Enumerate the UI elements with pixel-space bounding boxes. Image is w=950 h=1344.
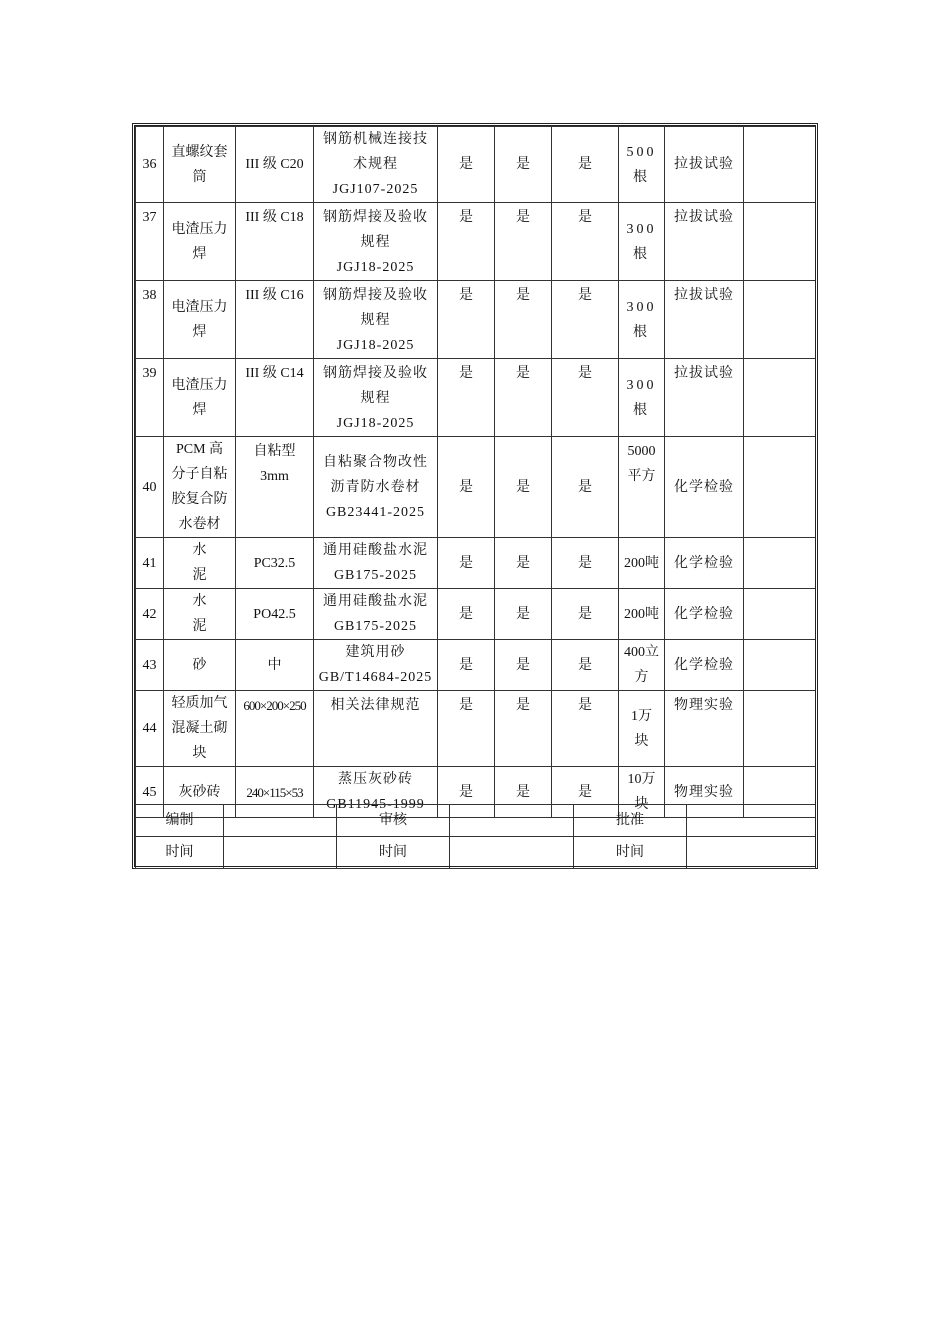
check-cell	[552, 640, 619, 691]
note-cell	[744, 281, 816, 359]
check-cell	[552, 127, 619, 203]
check-cell-line: 是	[459, 366, 473, 381]
material-name-line: 电渣压力	[171, 377, 228, 393]
table-row	[136, 127, 816, 203]
check-cell	[495, 589, 552, 640]
signature-row	[136, 805, 816, 837]
note-cell	[744, 437, 816, 538]
quantity-cell	[619, 127, 665, 203]
row-number-line: 41	[142, 555, 157, 571]
row-number-line: 39	[142, 366, 157, 381]
spec-cell-line: 自粘型	[253, 444, 296, 459]
material-name-line: 块	[192, 746, 207, 761]
test-method-cell-line: 拉拔试验	[674, 157, 734, 172]
time-value	[687, 837, 816, 869]
check-cell-line: 是	[578, 657, 592, 673]
table-row	[136, 640, 816, 691]
spec-cell-line: III 级 C18	[245, 210, 304, 225]
spec-cell-line: III 级 C16	[245, 288, 304, 303]
material-name-line: 水卷材	[178, 517, 221, 532]
check-cell	[552, 589, 619, 640]
standard-cell-line: GB/T14684-2025	[318, 670, 433, 685]
check-cell-line: 是	[459, 288, 473, 303]
check-cell	[438, 538, 495, 589]
material-name-line: 焊	[192, 324, 207, 340]
quantity-cell-line: 1万	[631, 708, 652, 724]
spec-cell	[236, 691, 314, 767]
check-cell-line: 是	[578, 784, 592, 800]
check-cell-line: 是	[516, 366, 530, 381]
test-method-cell-line: 拉拔试验	[674, 210, 734, 225]
check-cell-line: 是	[578, 288, 592, 303]
test-method-cell	[665, 359, 744, 437]
approve-label: 批准	[574, 805, 687, 837]
table-row	[136, 359, 816, 437]
material-test-table	[135, 126, 816, 818]
standard-cell-line: JGJ18-2025	[336, 260, 415, 275]
standard-cell	[314, 359, 438, 437]
check-cell	[438, 691, 495, 767]
check-cell-line: 是	[578, 555, 592, 571]
row-number-line: 42	[142, 606, 157, 622]
check-cell-line: 是	[516, 698, 530, 713]
check-cell	[438, 640, 495, 691]
row-number	[136, 127, 164, 203]
material-name-line: 胶复合防	[171, 492, 228, 507]
check-cell-line: 是	[516, 288, 530, 303]
quantity-cell	[619, 281, 665, 359]
check-cell	[495, 203, 552, 281]
row-number-line: 45	[142, 784, 157, 800]
review-label: 审核	[337, 805, 450, 837]
standard-cell-line: 自粘聚合物改性	[323, 454, 428, 470]
test-method-cell-line: 化学检验	[674, 657, 734, 673]
test-method-cell-line: 拉拔试验	[674, 288, 734, 303]
test-method-cell-line: 物理实验	[674, 784, 734, 800]
standard-cell-line: 钢筋焊接及验收	[323, 288, 428, 303]
row-number	[136, 437, 164, 538]
quantity-cell-line: 5000	[627, 444, 656, 459]
check-cell	[495, 127, 552, 203]
row-number-line: 44	[142, 721, 157, 736]
compile-label: 编制	[136, 805, 224, 837]
standard-cell-line: JGJ18-2025	[336, 416, 415, 431]
check-cell-line: 是	[459, 555, 473, 571]
compile-value	[224, 805, 337, 837]
quantity-cell-line: 300	[626, 221, 657, 237]
standard-cell-line: 钢筋焊接及验收	[323, 210, 428, 225]
spec-cell-line: 240×115×53	[246, 784, 303, 800]
time-value	[224, 837, 337, 869]
spec-cell-line: PO42.5	[253, 606, 296, 622]
material-name-line: 水 泥	[192, 594, 217, 634]
spec-cell	[236, 281, 314, 359]
standard-cell-line: 规程	[360, 313, 391, 328]
check-cell-line: 是	[516, 479, 530, 495]
check-cell	[438, 281, 495, 359]
note-cell	[744, 640, 816, 691]
check-cell	[438, 203, 495, 281]
quantity-cell-line: 200吨	[624, 606, 659, 622]
standard-cell-line: 术规程	[353, 157, 398, 172]
test-method-cell-line: 拉拔试验	[674, 366, 734, 381]
approve-value	[687, 805, 816, 837]
row-number	[136, 203, 164, 281]
standard-cell-line: 钢筋机械连接技	[323, 132, 428, 147]
test-method-cell-line: 化学检验	[674, 606, 734, 622]
quantity-cell-line: 根	[633, 246, 650, 262]
standard-cell-line: 规程	[360, 391, 391, 406]
row-number	[136, 538, 164, 589]
check-cell-line: 是	[516, 157, 530, 172]
material-name	[164, 538, 236, 589]
standard-cell	[314, 281, 438, 359]
check-cell	[552, 538, 619, 589]
check-cell-line: 是	[459, 606, 473, 622]
material-name-line: 焊	[192, 246, 207, 262]
check-cell-line: 是	[459, 479, 473, 495]
spec-cell-line: III 级 C20	[245, 157, 304, 172]
check-cell-line: 是	[578, 698, 592, 713]
check-cell-line: 是	[516, 784, 530, 800]
row-number	[136, 359, 164, 437]
check-cell	[552, 437, 619, 538]
standard-cell-line: 沥青防水卷材	[330, 479, 421, 495]
check-cell	[552, 691, 619, 767]
quantity-cell-line: 10万	[627, 772, 656, 787]
quantity-cell	[619, 589, 665, 640]
note-cell	[744, 127, 816, 203]
quantity-cell-line: 400立	[624, 645, 659, 660]
quantity-cell	[619, 691, 665, 767]
check-cell	[552, 203, 619, 281]
standard-cell	[314, 437, 438, 538]
time-row	[136, 837, 816, 869]
material-name-line: 筒	[192, 169, 207, 185]
material-name	[164, 359, 236, 437]
material-test-table-frame	[132, 123, 818, 869]
spec-cell	[236, 589, 314, 640]
standard-cell	[314, 589, 438, 640]
check-cell-line: 是	[459, 157, 473, 172]
spec-cell-line: 3mm	[260, 469, 289, 484]
check-cell-line: 是	[459, 210, 473, 225]
standard-cell-line: 钢筋焊接及验收	[323, 366, 428, 381]
test-method-cell	[665, 589, 744, 640]
test-method-cell	[665, 640, 744, 691]
material-name-line: 砂	[192, 657, 207, 673]
test-method-cell-line: 化学检验	[674, 479, 734, 495]
quantity-cell	[619, 538, 665, 589]
spec-cell-line: 600×200×250	[243, 698, 306, 713]
material-name-line: 轻质加气	[171, 696, 228, 711]
review-value	[450, 805, 574, 837]
spec-cell	[236, 437, 314, 538]
material-name	[164, 640, 236, 691]
quantity-cell-line: 200吨	[624, 555, 659, 571]
standard-cell	[314, 538, 438, 589]
signature-table	[135, 804, 816, 869]
check-cell	[438, 589, 495, 640]
quantity-cell-line: 根	[633, 169, 650, 185]
material-name	[164, 127, 236, 203]
standard-cell	[314, 203, 438, 281]
check-cell	[552, 281, 619, 359]
material-name-line: 灰砂砖	[178, 784, 221, 800]
material-name	[164, 281, 236, 359]
standard-cell	[314, 127, 438, 203]
quantity-cell-line: 根	[633, 324, 650, 340]
check-cell	[438, 437, 495, 538]
standard-cell-line: JGJ107-2025	[332, 182, 419, 197]
row-number	[136, 640, 164, 691]
test-method-cell	[665, 538, 744, 589]
row-number-line: 38	[142, 288, 157, 303]
row-number-line: 36	[142, 157, 157, 172]
note-cell	[744, 589, 816, 640]
standard-cell-line: GB11945-1999	[326, 797, 425, 812]
quantity-cell-line: 块	[634, 797, 649, 812]
standard-cell-line: GB175-2025	[333, 619, 418, 634]
test-method-cell-line: 物理实验	[674, 698, 734, 713]
material-name-line: 焊	[192, 402, 207, 418]
row-number	[136, 691, 164, 767]
check-cell	[438, 127, 495, 203]
test-method-cell	[665, 281, 744, 359]
row-number-line: 43	[142, 657, 157, 673]
test-method-cell-line: 化学检验	[674, 555, 734, 571]
standard-cell	[314, 691, 438, 767]
check-cell	[495, 281, 552, 359]
spec-cell	[236, 538, 314, 589]
table-row	[136, 203, 816, 281]
row-number	[136, 281, 164, 359]
check-cell	[495, 640, 552, 691]
test-method-cell	[665, 691, 744, 767]
standard-cell-line: GB23441-2025	[325, 504, 426, 520]
standard-cell-line: 建筑用砂	[345, 645, 406, 660]
time-value	[450, 837, 574, 869]
check-cell-line: 是	[578, 210, 592, 225]
check-cell	[495, 691, 552, 767]
quantity-cell	[619, 203, 665, 281]
test-method-cell	[665, 203, 744, 281]
table-row	[136, 437, 816, 538]
check-cell-line: 是	[459, 657, 473, 673]
material-name	[164, 203, 236, 281]
standard-cell-line: 蒸压灰砂砖	[338, 772, 413, 787]
table-row	[136, 538, 816, 589]
quantity-cell	[619, 437, 665, 538]
note-cell	[744, 359, 816, 437]
check-cell-line: 是	[578, 479, 592, 495]
check-cell-line: 是	[516, 657, 530, 673]
standard-cell-line: 相关法律规范	[330, 698, 421, 713]
standard-cell	[314, 640, 438, 691]
note-cell	[744, 203, 816, 281]
check-cell	[438, 359, 495, 437]
time-label: 时间	[136, 837, 224, 869]
spec-cell	[236, 359, 314, 437]
spec-cell	[236, 640, 314, 691]
material-name-line: 直螺纹套	[171, 144, 228, 160]
spec-cell-line: III 级 C14	[245, 366, 304, 381]
material-name-line: PCM 高	[175, 442, 224, 457]
quantity-cell-line: 块	[634, 733, 649, 749]
check-cell-line: 是	[516, 210, 530, 225]
check-cell-line: 是	[516, 555, 530, 571]
material-name-line: 分子自粘	[171, 467, 228, 482]
row-number	[136, 589, 164, 640]
check-cell-line: 是	[578, 366, 592, 381]
standard-cell-line: JGJ18-2025	[336, 338, 415, 353]
check-cell-line: 是	[459, 784, 473, 800]
material-name	[164, 589, 236, 640]
table-row	[136, 281, 816, 359]
material-name-line: 电渣压力	[171, 221, 228, 237]
material-name	[164, 691, 236, 767]
material-name-line: 电渣压力	[171, 299, 228, 315]
check-cell-line: 是	[578, 606, 592, 622]
standard-cell-line: 通用硅酸盐水泥	[323, 543, 428, 558]
table-row	[136, 691, 816, 767]
test-method-cell	[665, 127, 744, 203]
table-row	[136, 589, 816, 640]
check-cell-line: 是	[459, 698, 473, 713]
spec-cell-line: PC32.5	[253, 555, 296, 571]
note-cell	[744, 691, 816, 767]
time-label: 时间	[337, 837, 450, 869]
spec-cell	[236, 127, 314, 203]
standard-cell-line: 规程	[360, 235, 391, 250]
standard-cell-line: GB175-2025	[333, 568, 418, 583]
standard-cell-line: 通用硅酸盐水泥	[323, 594, 428, 609]
check-cell	[495, 359, 552, 437]
check-cell	[552, 359, 619, 437]
table-body	[136, 127, 816, 818]
note-cell	[744, 538, 816, 589]
quantity-cell-line: 500	[626, 144, 657, 160]
quantity-cell	[619, 640, 665, 691]
quantity-cell-line: 平方	[627, 469, 656, 484]
spec-cell	[236, 203, 314, 281]
test-method-cell	[665, 437, 744, 538]
quantity-cell	[619, 359, 665, 437]
check-cell	[495, 437, 552, 538]
quantity-cell-line: 方	[634, 670, 649, 685]
row-number-line: 37	[142, 210, 157, 225]
row-number-line: 40	[142, 479, 157, 495]
time-label: 时间	[574, 837, 687, 869]
quantity-cell-line: 300	[626, 377, 657, 393]
material-name-line: 混凝土砌	[171, 721, 228, 736]
check-cell-line: 是	[578, 157, 592, 172]
check-cell	[495, 538, 552, 589]
quantity-cell-line: 根	[633, 402, 650, 418]
check-cell-line: 是	[516, 606, 530, 622]
material-name	[164, 437, 236, 538]
quantity-cell-line: 300	[626, 299, 657, 315]
material-name-line: 水 泥	[192, 543, 217, 583]
spec-cell-line: 中	[267, 657, 282, 673]
